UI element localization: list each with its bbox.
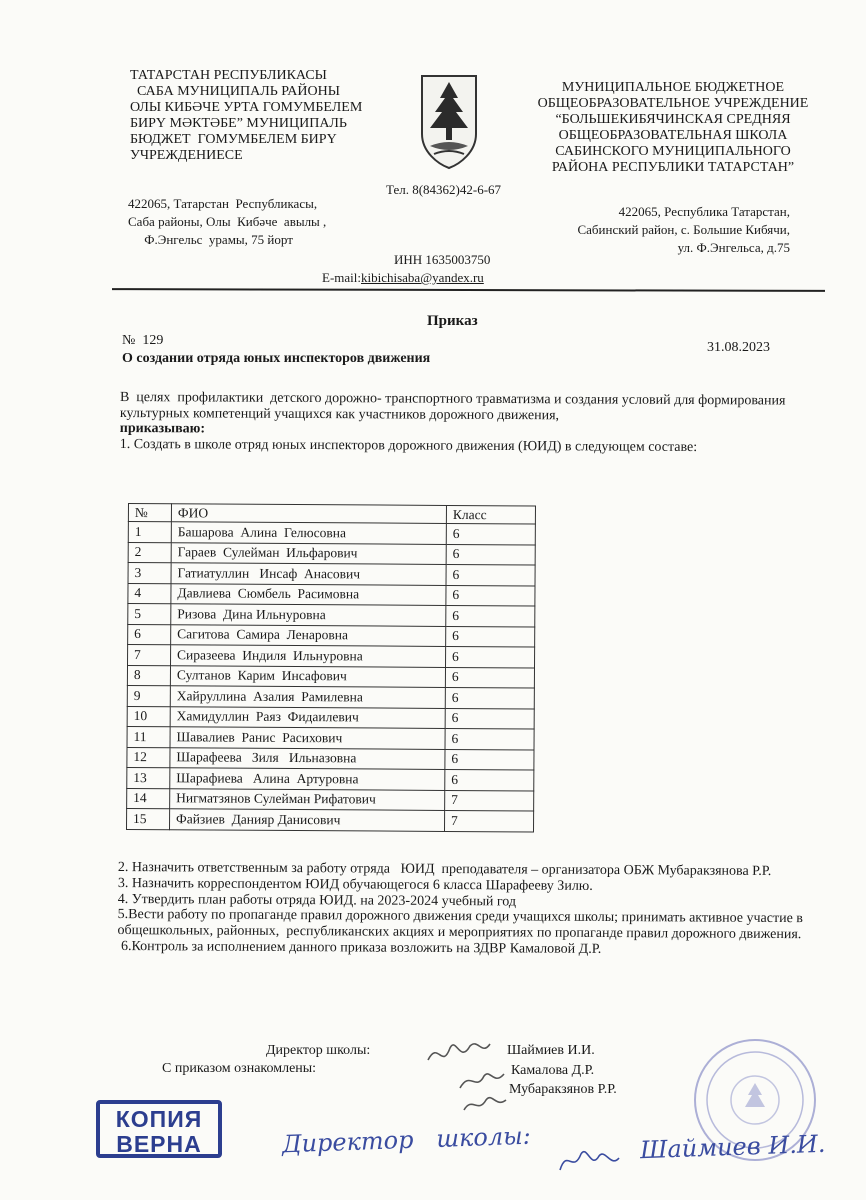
order-body xyxy=(120,390,800,456)
order-items xyxy=(117,860,818,959)
order-subject: О создании отряда юных инспекторов движения xyxy=(122,351,431,366)
row-name: Хамидуллин Раяз Фидаилевич xyxy=(170,706,445,728)
address-left-line: Ф.Энгельс урамы, 75 йорт xyxy=(128,232,293,247)
table-row xyxy=(127,788,534,811)
acknowledged-label: С приказом ознакомлены: xyxy=(162,1061,317,1076)
table-row xyxy=(128,624,535,647)
row-class: 6 xyxy=(446,605,535,626)
header-right-line: “БОЛЬШЕКИБЯЧИНСКАЯ СРЕДНЯЯ xyxy=(555,112,791,127)
table-row xyxy=(128,583,535,606)
row-class: 6 xyxy=(445,728,534,749)
ack-name-2: Мубаракзянов Р.Р. xyxy=(509,1082,617,1097)
order-title: Приказ xyxy=(427,313,478,329)
header-right-line: ОБЩЕОБРАЗОВАТЕЛЬНОЕ УЧРЕЖДЕНИЕ xyxy=(537,96,809,111)
row-class: 6 xyxy=(446,564,535,585)
row-name: Шавалиев Ранис Расихович xyxy=(170,727,445,749)
row-number: 7 xyxy=(128,645,171,666)
table-row xyxy=(127,726,534,749)
row-number: 8 xyxy=(127,665,170,686)
table-row xyxy=(128,604,535,627)
members-table xyxy=(126,503,536,832)
row-number: 3 xyxy=(128,563,171,584)
row-number: 13 xyxy=(127,767,170,788)
header-right-line: САБИНСКОГО МУНИЦИПАЛЬНОГО xyxy=(555,144,791,159)
email-label: E-mail: xyxy=(322,270,361,285)
row-class: 6 xyxy=(445,749,534,770)
row-name: Сиразеева Индиля Ильнуровна xyxy=(171,645,446,667)
header-left-block xyxy=(130,68,362,164)
row-class: 6 xyxy=(445,708,534,729)
address-left xyxy=(128,195,326,249)
row-name: Шарафеева Зиля Ильназовна xyxy=(170,747,445,769)
address-left-line: 422065, Татарстан Республикасы, xyxy=(128,196,318,211)
stamp-line-2: ВЕРНА xyxy=(116,1131,202,1157)
table-row xyxy=(127,808,534,831)
row-name: Файзиев Данияр Данисович xyxy=(170,809,445,831)
table-row xyxy=(127,706,534,729)
handwritten-name: Шаймиев И.И. xyxy=(639,1129,826,1165)
row-number: 12 xyxy=(127,747,170,768)
handwritten-signature-icon xyxy=(555,1140,655,1180)
address-right-line: Сабинский район, с. Большие Кибячи, xyxy=(577,222,790,237)
header-divider xyxy=(112,288,825,292)
address-left-line: Саба районы, Олы Кибәче авылы , xyxy=(128,214,327,229)
table-row xyxy=(128,522,535,545)
phone-number: Тел. 8(84362)42-6-67 xyxy=(386,182,502,197)
header-right-line: МУНИЦИПАЛЬНОЕ БЮДЖЕТНОЕ xyxy=(561,80,785,95)
inn-number: ИНН 1635003750 xyxy=(394,252,491,267)
row-name: Башарова Алина Гелюсовна xyxy=(171,522,446,544)
row-class: 6 xyxy=(445,687,534,708)
table-row xyxy=(128,645,535,668)
order-item-5: 5.Вести работу по пропаганде правил дорожного движения среди учащихся школы; принимать активное участие в общешкольных, районных, республиканских акциях и мероприятиях по пропаганде правил дорожного движения. xyxy=(117,907,807,943)
row-name: Султанов Карим Инсафович xyxy=(170,665,445,687)
header-right-block xyxy=(515,80,831,176)
row-number: 15 xyxy=(127,808,170,829)
row-class: 7 xyxy=(445,810,534,831)
table-header-number: № xyxy=(128,504,171,522)
preamble: В целях профилактики детского дорожно- транспортного травматизма и создания условий для формирования культурных компетенций учащихся как участников дорожного движения, xyxy=(119,390,789,423)
handwritten-director: Директор школы: xyxy=(281,1121,532,1159)
order-number: № 129 xyxy=(122,333,164,348)
header-left-line: ТАТАРСТАН РЕСПУБЛИКАСЫ xyxy=(130,68,327,83)
email-line xyxy=(322,270,484,286)
row-name: Шарафиева Алина Артуровна xyxy=(170,768,445,790)
row-name: Гараев Сулейман Ильфарович xyxy=(171,542,446,564)
table-row xyxy=(127,767,534,790)
header-left-line: САБА МУНИЦИПАЛЬ РАЙОНЫ xyxy=(130,84,340,99)
row-name: Давлиева Сюмбель Расимовна xyxy=(171,583,446,605)
row-name: Хайруллина Азалия Рамилевна xyxy=(170,686,445,708)
order-date: 31.08.2023 xyxy=(707,340,770,355)
row-number: 9 xyxy=(127,685,170,706)
email-link[interactable]: kibichisaba@yandex.ru xyxy=(361,270,484,285)
order-item-6: 6.Контроль за исполнением данного приказа возложить на ЗДВР Камаловой Д.Р. xyxy=(117,938,602,957)
ack-name-1: Камалова Д.Р. xyxy=(511,1063,595,1078)
row-class: 6 xyxy=(445,769,534,790)
table-row xyxy=(127,685,534,708)
row-number: 4 xyxy=(128,583,171,604)
row-number: 1 xyxy=(128,522,171,543)
address-right-line: 422065, Республика Татарстан, xyxy=(618,204,790,219)
row-number: 10 xyxy=(127,706,170,727)
table-row xyxy=(127,665,534,688)
fir-tree-emblem-icon xyxy=(416,72,482,172)
order-item-4: 4. Утвердить план работы отряда ЮИД. на 2023-2024 учебный год xyxy=(117,891,517,910)
row-class: 6 xyxy=(446,544,535,565)
row-class: 6 xyxy=(446,585,535,606)
order-item-3: 3. Назначить корреспондентом ЮИД обучающегося 6 класса Шарафееву Зилю. xyxy=(117,875,593,894)
row-class: 6 xyxy=(446,626,535,647)
table-row xyxy=(127,747,534,770)
row-name: Сагитова Самира Ленаровна xyxy=(171,624,446,646)
signature-scribble-icon xyxy=(420,1030,520,1120)
row-number: 6 xyxy=(128,624,171,645)
row-number: 5 xyxy=(128,604,171,625)
table-row xyxy=(128,563,535,586)
header-right-line: РАЙОНА РЕСПУБЛИКИ ТАТАРСТАН” xyxy=(551,160,795,175)
header-left-line: БЮДЖЕТ ГОМУМБЕЛЕМ БИРҮ xyxy=(130,132,337,147)
row-name: Ризова Дина Ильнуровна xyxy=(171,604,446,626)
table-header-name: ФИО xyxy=(171,504,446,524)
header-left-line: ОЛЫ КИБӘЧЕ УРТА ГОМУМБЕЛЕМ xyxy=(130,100,363,115)
row-number: 14 xyxy=(127,788,170,809)
director-name: Шаймиев И.И. xyxy=(507,1043,595,1058)
header-left-line: БИРҮ МӘКТӘБЕ” МУНИЦИПАЛЬ xyxy=(130,116,347,131)
header-left-line: УЧРЕЖДЕНИЕСЕ xyxy=(130,148,243,163)
director-label: Директор школы: xyxy=(266,1043,371,1058)
row-class: 6 xyxy=(445,667,534,688)
row-number: 11 xyxy=(127,726,170,747)
row-class: 6 xyxy=(446,646,535,667)
table-body xyxy=(127,522,536,832)
row-name: Гатиатуллин Инсаф Анасович xyxy=(171,563,446,585)
stamp-line-1: КОПИЯ xyxy=(115,1106,203,1132)
row-name: Нигматзянов Сулейман Рифатович xyxy=(170,788,445,810)
row-number: 2 xyxy=(128,542,171,563)
order-item-1: 1. Создать в школе отряд юных инспекторов дорожного движения (ЮИД) в следующем составе: xyxy=(119,436,698,455)
row-class: 6 xyxy=(446,523,535,544)
row-class: 7 xyxy=(445,790,534,811)
orders-word: приказываю: xyxy=(119,420,206,437)
order-item-2: 2. Назначить ответственным за работу отряда ЮИД преподавателя – организатора ОБЖ Мубаракзянова Р.Р. xyxy=(117,860,772,879)
table-row xyxy=(128,542,535,565)
address-right-line: ул. Ф.Энгельса, д.75 xyxy=(677,240,790,255)
copy-certified-stamp xyxy=(96,1100,222,1158)
table-header-class: Класс xyxy=(446,505,535,524)
address-right xyxy=(528,203,790,257)
header-right-line: ОБЩЕОБРАЗОВАТЕЛЬНАЯ ШКОЛА xyxy=(558,128,788,143)
